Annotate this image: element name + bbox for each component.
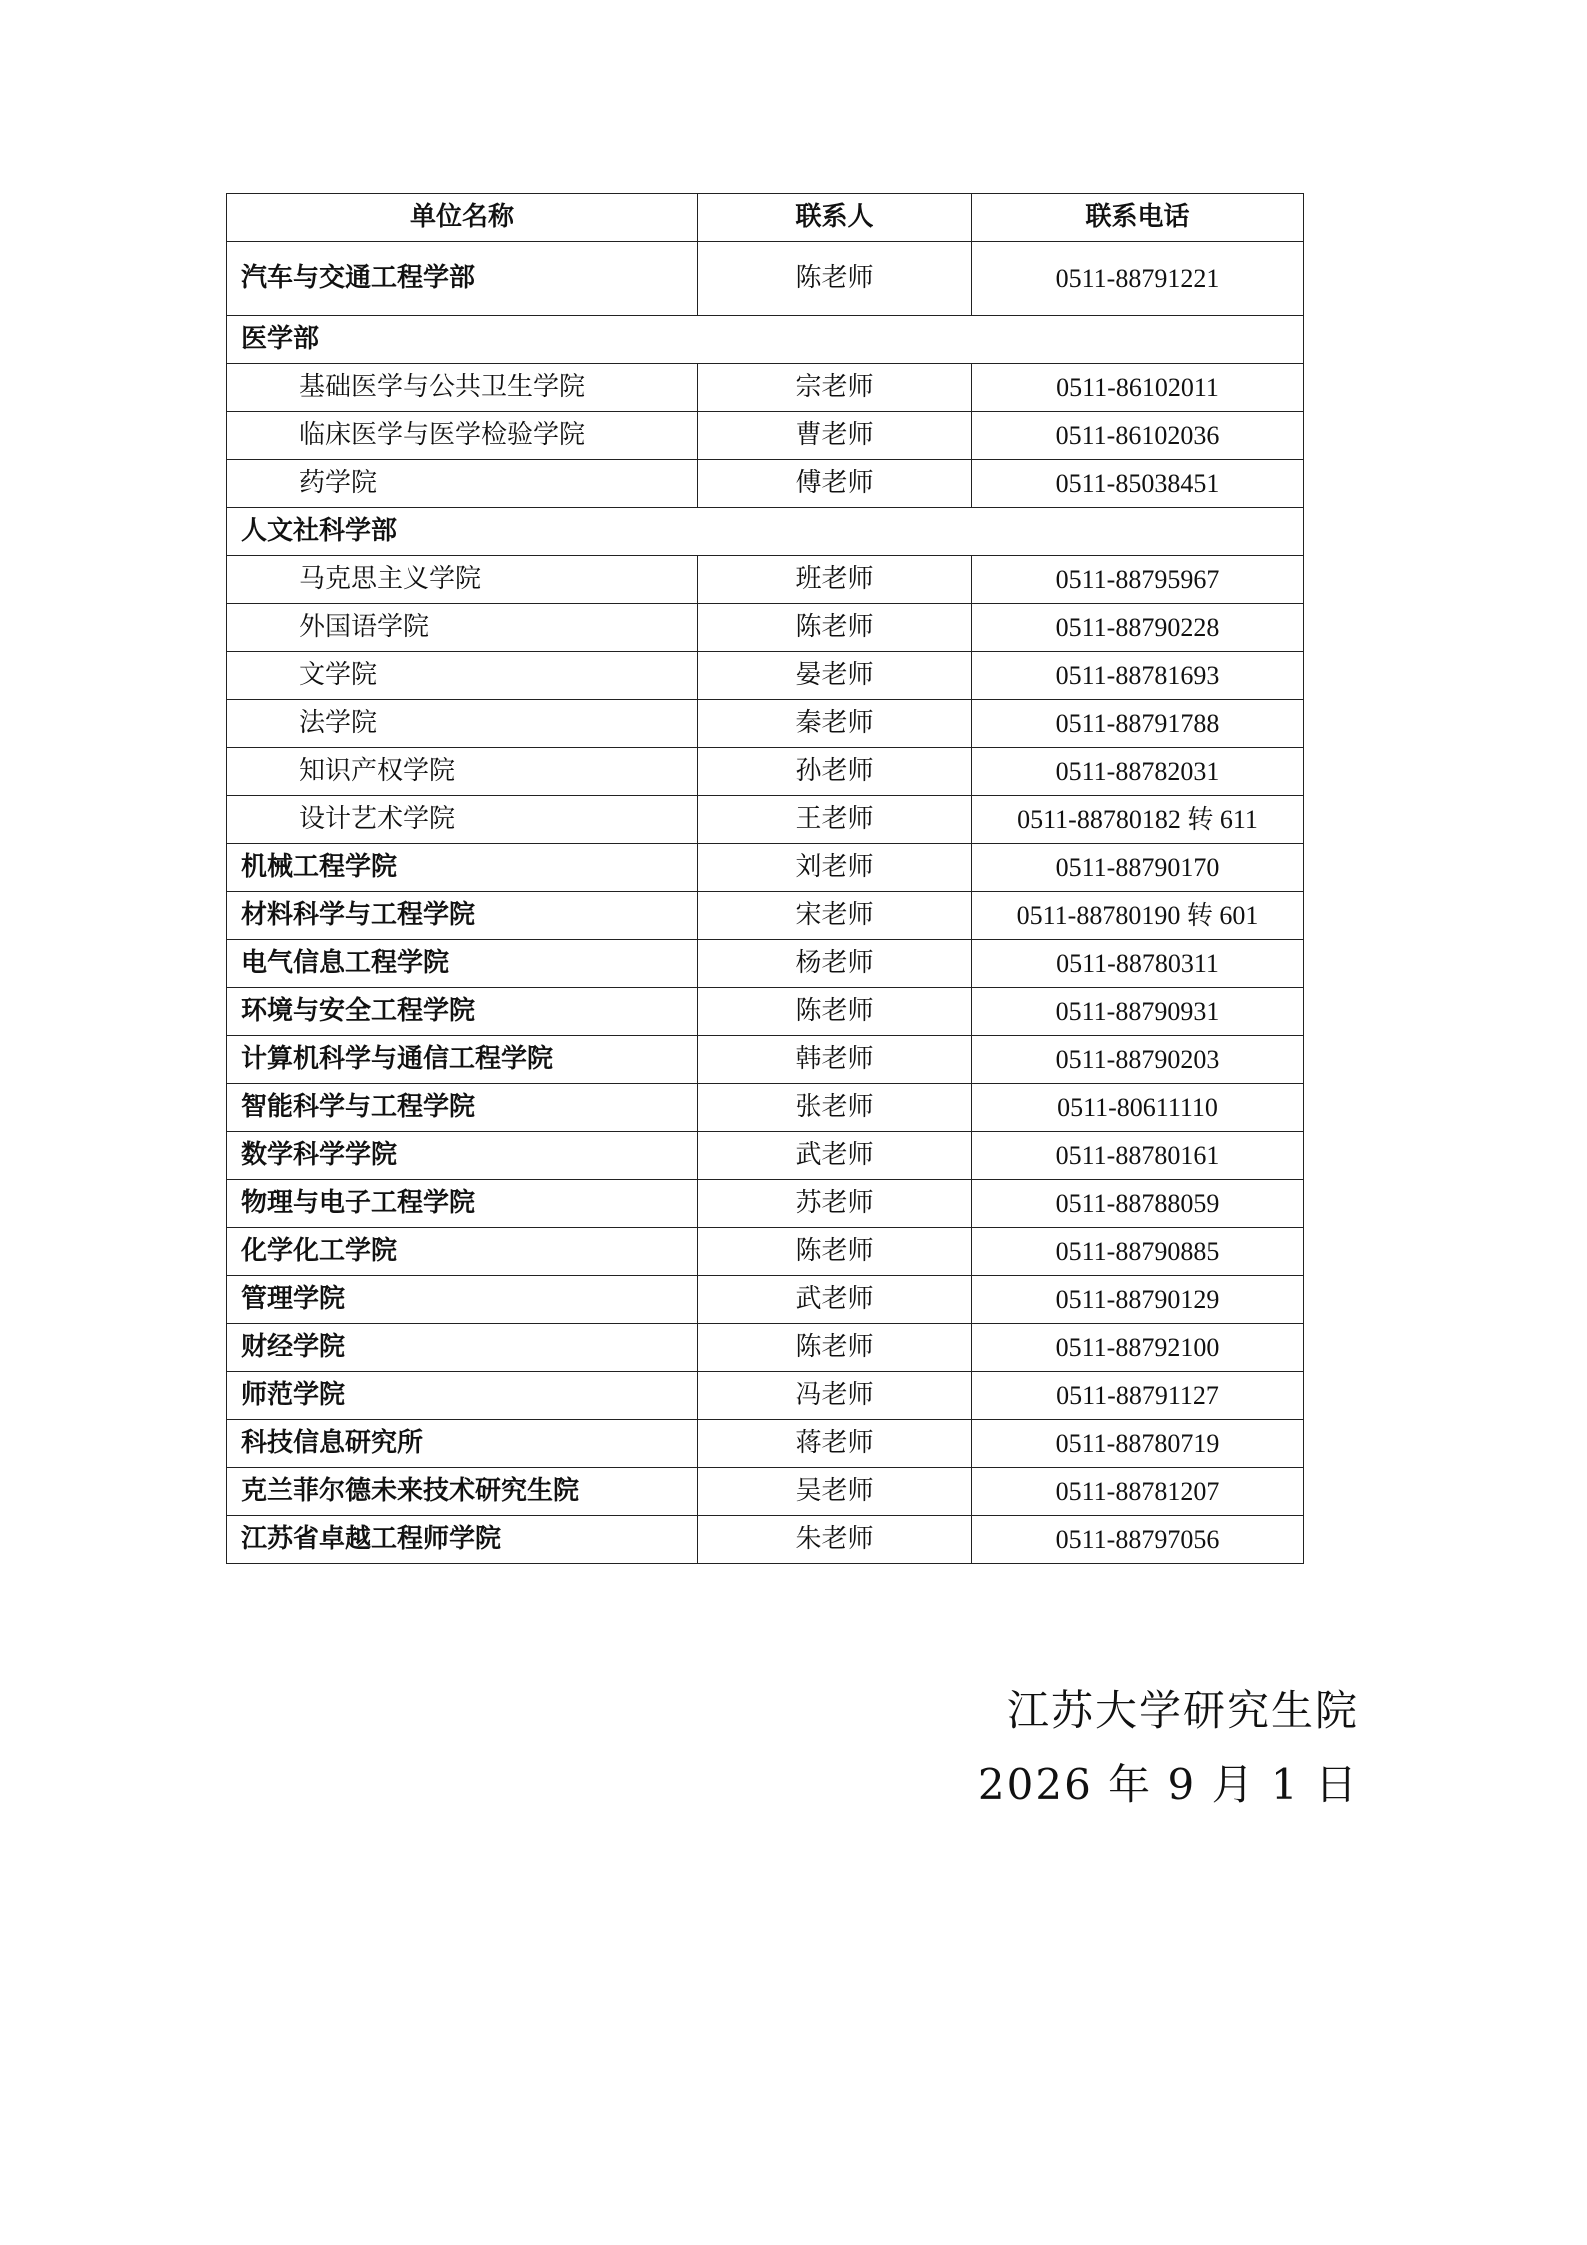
signoff-date: 2026 年 9 月 1 日 [977, 1760, 1359, 1809]
contact-person: 傅老师 [698, 460, 972, 508]
unit-name: 马克思主义学院 [227, 556, 698, 604]
contact-phone: 0511-88782031 [972, 748, 1304, 796]
contact-phone: 0511-88790931 [972, 988, 1304, 1036]
table-row [227, 1228, 1304, 1276]
table-body [227, 242, 1304, 1564]
unit-name: 临床医学与医学检验学院 [227, 412, 698, 460]
contact-person: 宋老师 [698, 892, 972, 940]
table-row [227, 844, 1304, 892]
table-row [227, 1516, 1304, 1564]
unit-name: 外国语学院 [227, 604, 698, 652]
table-row [227, 1132, 1304, 1180]
unit-name: 汽车与交通工程学部 [227, 242, 698, 316]
contact-phone: 0511-88791127 [972, 1372, 1304, 1420]
contact-phone: 0511-88790228 [972, 604, 1304, 652]
contact-phone: 0511-88790129 [972, 1276, 1304, 1324]
unit-name: 机械工程学院 [227, 844, 698, 892]
table-row [227, 988, 1304, 1036]
contact-phone: 0511-88780161 [972, 1132, 1304, 1180]
unit-name: 设计艺术学院 [227, 796, 698, 844]
contact-phone: 0511-86102011 [972, 364, 1304, 412]
table-row [227, 412, 1304, 460]
contact-person: 刘老师 [698, 844, 972, 892]
group-name: 人文社科学部 [227, 508, 1304, 556]
contact-person: 陈老师 [698, 604, 972, 652]
table-row [227, 940, 1304, 988]
contact-person: 陈老师 [698, 1228, 972, 1276]
contact-person: 孙老师 [698, 748, 972, 796]
table-row [227, 1180, 1304, 1228]
unit-name: 环境与安全工程学院 [227, 988, 698, 1036]
contact-phone: 0511-80611110 [972, 1084, 1304, 1132]
contact-person: 吴老师 [698, 1468, 972, 1516]
signoff-organization: 江苏大学研究生院 [1006, 1686, 1359, 1735]
contact-phone: 0511-88780182 转 611 [972, 796, 1304, 844]
table-row [227, 1468, 1304, 1516]
contact-phone: 0511-88792100 [972, 1324, 1304, 1372]
contact-phone: 0511-88790170 [972, 844, 1304, 892]
contact-phone: 0511-88795967 [972, 556, 1304, 604]
table-row [227, 556, 1304, 604]
contact-person: 王老师 [698, 796, 972, 844]
unit-name: 财经学院 [227, 1324, 698, 1372]
unit-name: 材料科学与工程学院 [227, 892, 698, 940]
contact-person: 宗老师 [698, 364, 972, 412]
contact-phone: 0511-88788059 [972, 1180, 1304, 1228]
table-row [227, 364, 1304, 412]
contact-phone: 0511-88781693 [972, 652, 1304, 700]
group-name: 医学部 [227, 316, 1304, 364]
contact-person: 晏老师 [698, 652, 972, 700]
table-group-row [227, 508, 1304, 556]
contact-phone: 0511-88780719 [972, 1420, 1304, 1468]
contact-person: 班老师 [698, 556, 972, 604]
table-row [227, 796, 1304, 844]
table-row [227, 652, 1304, 700]
table-group-row [227, 316, 1304, 364]
contact-person: 朱老师 [698, 1516, 972, 1564]
unit-name: 化学化工学院 [227, 1228, 698, 1276]
unit-name: 克兰菲尔德未来技术研究生院 [227, 1468, 698, 1516]
contact-person: 曹老师 [698, 412, 972, 460]
table-row [227, 1372, 1304, 1420]
contact-person: 陈老师 [698, 242, 972, 316]
contact-person: 杨老师 [698, 940, 972, 988]
contact-person: 韩老师 [698, 1036, 972, 1084]
contact-person: 陈老师 [698, 1324, 972, 1372]
contact-person: 冯老师 [698, 1372, 972, 1420]
contact-phone: 0511-88781207 [972, 1468, 1304, 1516]
table-row [227, 604, 1304, 652]
table-row [227, 1084, 1304, 1132]
unit-name: 数学科学学院 [227, 1132, 698, 1180]
table-row [227, 892, 1304, 940]
contact-person: 陈老师 [698, 988, 972, 1036]
contact-person: 蒋老师 [698, 1420, 972, 1468]
contact-phone: 0511-88790885 [972, 1228, 1304, 1276]
contact-person: 张老师 [698, 1084, 972, 1132]
unit-name: 科技信息研究所 [227, 1420, 698, 1468]
unit-name: 基础医学与公共卫生学院 [227, 364, 698, 412]
unit-name: 计算机科学与通信工程学院 [227, 1036, 698, 1084]
contact-phone: 0511-88780311 [972, 940, 1304, 988]
unit-name: 师范学院 [227, 1372, 698, 1420]
contact-person: 武老师 [698, 1132, 972, 1180]
table-row [227, 460, 1304, 508]
contact-person: 秦老师 [698, 700, 972, 748]
table-row [227, 242, 1304, 316]
contact-phone: 0511-88797056 [972, 1516, 1304, 1564]
contact-phone: 0511-88780190 转 601 [972, 892, 1304, 940]
table-row [227, 748, 1304, 796]
unit-name: 知识产权学院 [227, 748, 698, 796]
contact-phone: 0511-88790203 [972, 1036, 1304, 1084]
unit-name: 法学院 [227, 700, 698, 748]
table-row [227, 1420, 1304, 1468]
table-row [227, 1036, 1304, 1084]
unit-name: 管理学院 [227, 1276, 698, 1324]
contact-person: 苏老师 [698, 1180, 972, 1228]
table-header-row [227, 194, 1304, 242]
contact-table [226, 193, 1304, 1564]
unit-name: 江苏省卓越工程师学院 [227, 1516, 698, 1564]
table-row [227, 1276, 1304, 1324]
contact-phone: 0511-88791221 [972, 242, 1304, 316]
contact-person: 武老师 [698, 1276, 972, 1324]
unit-name: 文学院 [227, 652, 698, 700]
unit-name: 智能科学与工程学院 [227, 1084, 698, 1132]
header-phone: 联系电话 [972, 194, 1304, 242]
unit-name: 物理与电子工程学院 [227, 1180, 698, 1228]
header-contact: 联系人 [698, 194, 972, 242]
unit-name: 电气信息工程学院 [227, 940, 698, 988]
unit-name: 药学院 [227, 460, 698, 508]
contact-phone: 0511-86102036 [972, 412, 1304, 460]
table-row [227, 1324, 1304, 1372]
header-unit: 单位名称 [227, 194, 698, 242]
contact-phone: 0511-85038451 [972, 460, 1304, 508]
table-row [227, 700, 1304, 748]
contact-phone: 0511-88791788 [972, 700, 1304, 748]
